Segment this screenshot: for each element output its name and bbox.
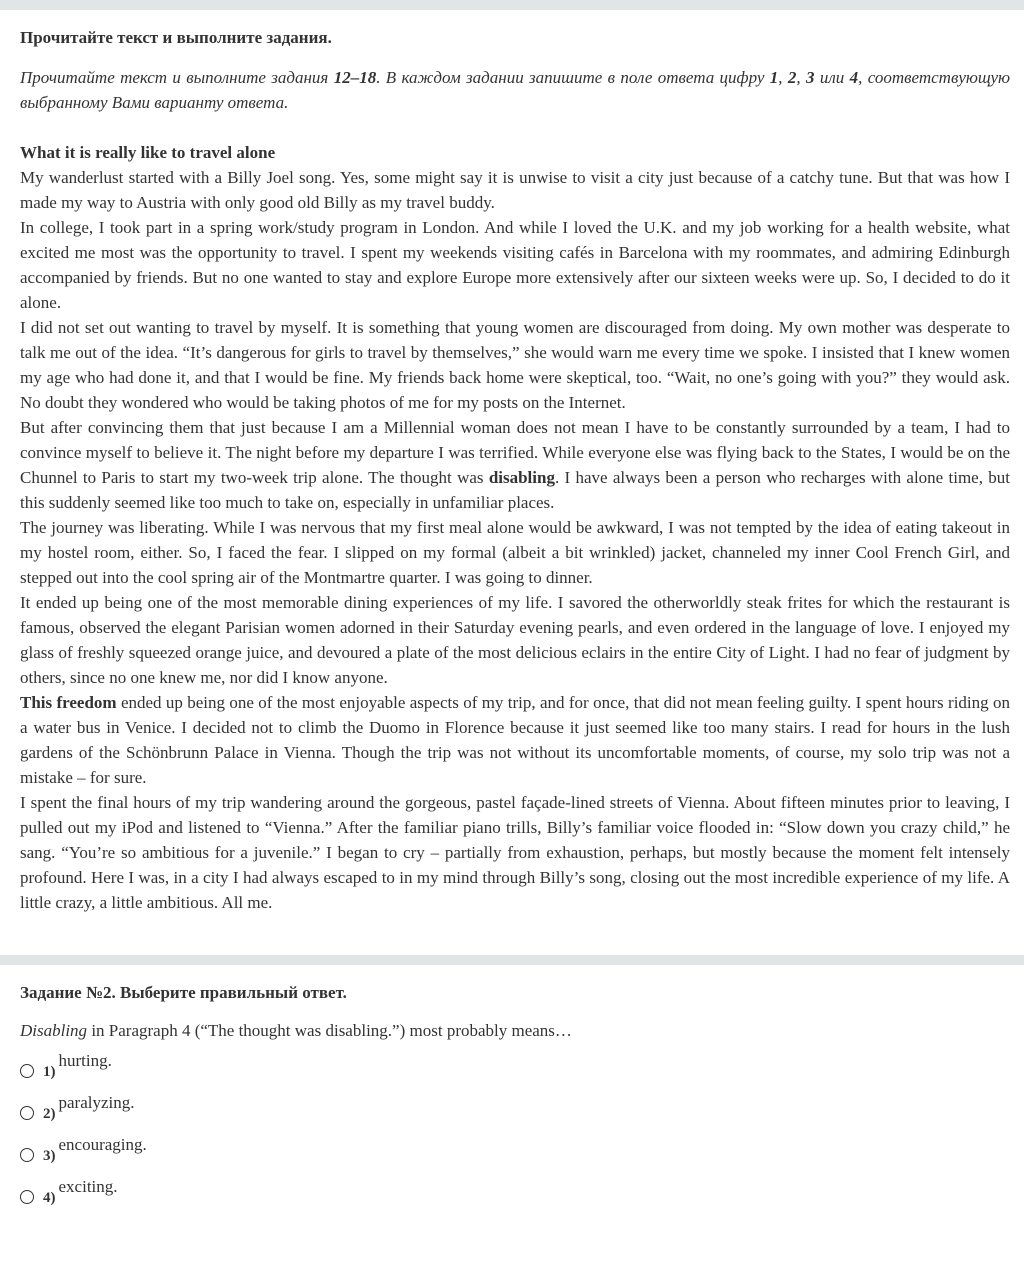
answer-option-1[interactable] [20, 1051, 112, 1081]
option-text: exciting. [58, 1177, 118, 1196]
answer-option-4[interactable] [20, 1177, 118, 1207]
article [20, 140, 1010, 915]
highlighted-phrase: This freedom [20, 693, 117, 712]
article-title: What it is really like to travel alone [20, 143, 276, 162]
instr-digit: 1 [769, 68, 779, 87]
instr-text: , соответствующую выбранному Вами варианту ответа. [20, 68, 1010, 112]
paragraph [20, 415, 1010, 515]
paragraph: In college, I took part in a spring work/study program in London. And while I loved the U.K. and my job working for a health website, what excited me most was the opportunity to travel. I spent my weekends visiting cafés in Barcelona with my roommates, and admiring Edinburgh accompanied by friends. But no one wanted to stay and explore Europe more extensively after our sixteen weeks were up. So, I decided to do it alone. [20, 218, 1010, 312]
answer-option-2[interactable] [20, 1093, 135, 1123]
option-text: encouraging. [58, 1135, 147, 1154]
answer-option-3[interactable] [20, 1135, 147, 1165]
question-text: in Paragraph 4 (“The thought was disabling.”) most probably means… [87, 1021, 572, 1040]
question [20, 1018, 1010, 1043]
paragraph-text: But after convincing them that just because I am a Millennial woman does not mean I have to be constantly surrounded by a team, I had to convince myself to believe it. The night before my departure I was terrified. While everyone else was flying back to the States, I would be on the Chunnel to Paris to start my two-week trip alone. The thought was [20, 418, 1010, 487]
instr-digit: 3 [806, 68, 815, 87]
radio-button[interactable] [20, 1190, 34, 1204]
section-divider-bar [0, 955, 1024, 965]
paragraph: It ended up being one of the most memorable dining experiences of my life. I savored the otherworldly steak frites for which the restaurant is famous, observed the elegant Parisian women adorned in their Saturday evening pearls, and even ordered in the language of love. I enjoyed my glass of freshly squeezed orange juice, and devoured a plate of the most delicious eclairs in the entire City of Light. I had no fear of judgment by others, since no one knew me, nor did I know anyone. [20, 593, 1010, 687]
instr-digit: 4 [849, 68, 859, 87]
instr-text: . В каждом задании запишите в поле ответа цифру [376, 68, 770, 87]
paragraph: The journey was liberating. While I was nervous that my first meal alone would be awkward, I was not tempted by the idea of eating takeout in my hostel room, either. So, I faced the fear. I slipped on my formal (albeit a bit wrinkled) jacket, channeled my inner Cool French Girl, and stepped out into the cool spring air of the Montmartre quarter. I was going to dinner. [20, 518, 1010, 587]
paragraph [20, 690, 1010, 790]
radio-button[interactable] [20, 1148, 34, 1162]
option-number: 4) [43, 1190, 56, 1206]
paragraph-text: ended up being one of the most enjoyable aspects of my trip, and for once, that did not mean feeling guilty. I spent hours riding on a water bus in Venice. I decided not to climb the Duomo in Florence because it just seemed like too many stairs. I read for hours in the lush gardens of the Schönbrunn Palace in Vienna. Though the trip was not without its uncomfortable moments, of course, my solo trip was not a mistake – for sure. [20, 693, 1010, 787]
option-number: 2) [43, 1106, 56, 1122]
instructions [20, 65, 1010, 115]
section-title: Прочитайте текст и выполните задания. [20, 28, 332, 47]
radio-button[interactable] [20, 1064, 34, 1078]
instr-digit: 2 [787, 68, 797, 87]
question-keyword: Disabling [20, 1021, 88, 1040]
instr-sep: , [778, 68, 788, 87]
option-number: 3) [43, 1148, 56, 1164]
instr-sep: , [796, 68, 807, 87]
task-title: Задание №2. Выберите правильный ответ. [20, 983, 347, 1002]
instr-sep: или [814, 68, 850, 87]
option-text: paralyzing. [58, 1093, 135, 1112]
option-text: hurting. [58, 1051, 112, 1070]
paragraph: I spent the final hours of my trip wandering around the gorgeous, pastel façade-lined streets of Vienna. About fifteen minutes prior to leaving, I pulled out my iPod and listened to “Vienna.” After the familiar piano trills, Billy’s familiar voice flooded in: “Slow down you crazy child,” he sang. “You’re so ambitious for a juvenile.” I began to cry – partially from exhaustion, perhaps, but mostly because the moment felt intensely profound. Here I was, in a city I had always escaped to in my mind through Billy’s song, closing out the most incredible experience of my life. A little crazy, a little ambitious. All me. [20, 793, 1010, 912]
paragraph-text: . I have always been a person who recharges with alone time, but this suddenly seemed like too much to take on, especially in unfamiliar places. [20, 468, 1010, 512]
highlighted-word: disabling [488, 468, 555, 487]
paragraph: My wanderlust started with a Billy Joel song. Yes, some might say it is unwise to visit a city just because of a catchy tune. But that was how I made my way to Austria with only good old Billy as my travel buddy. [20, 168, 1010, 212]
option-number: 1) [43, 1064, 56, 1080]
paragraph: I did not set out wanting to travel by myself. It is something that young women are discouraged from doing. My own mother was desperate to talk me out of the idea. “It’s dangerous for girls to travel by themselves,” she would warn me every time we spoke. I insisted that I knew women my age who had done it, and that I would be fine. My friends back home were skeptical, too. “Wait, no one’s going with you?” they would ask. No doubt they wondered who would be taking photos of me for my posts on the Internet. [20, 318, 1010, 412]
instr-range: 12–18 [333, 68, 377, 87]
radio-button[interactable] [20, 1106, 34, 1120]
instr-text: Прочитайте текст и выполните задания [20, 68, 334, 87]
top-divider-bar [0, 0, 1024, 10]
